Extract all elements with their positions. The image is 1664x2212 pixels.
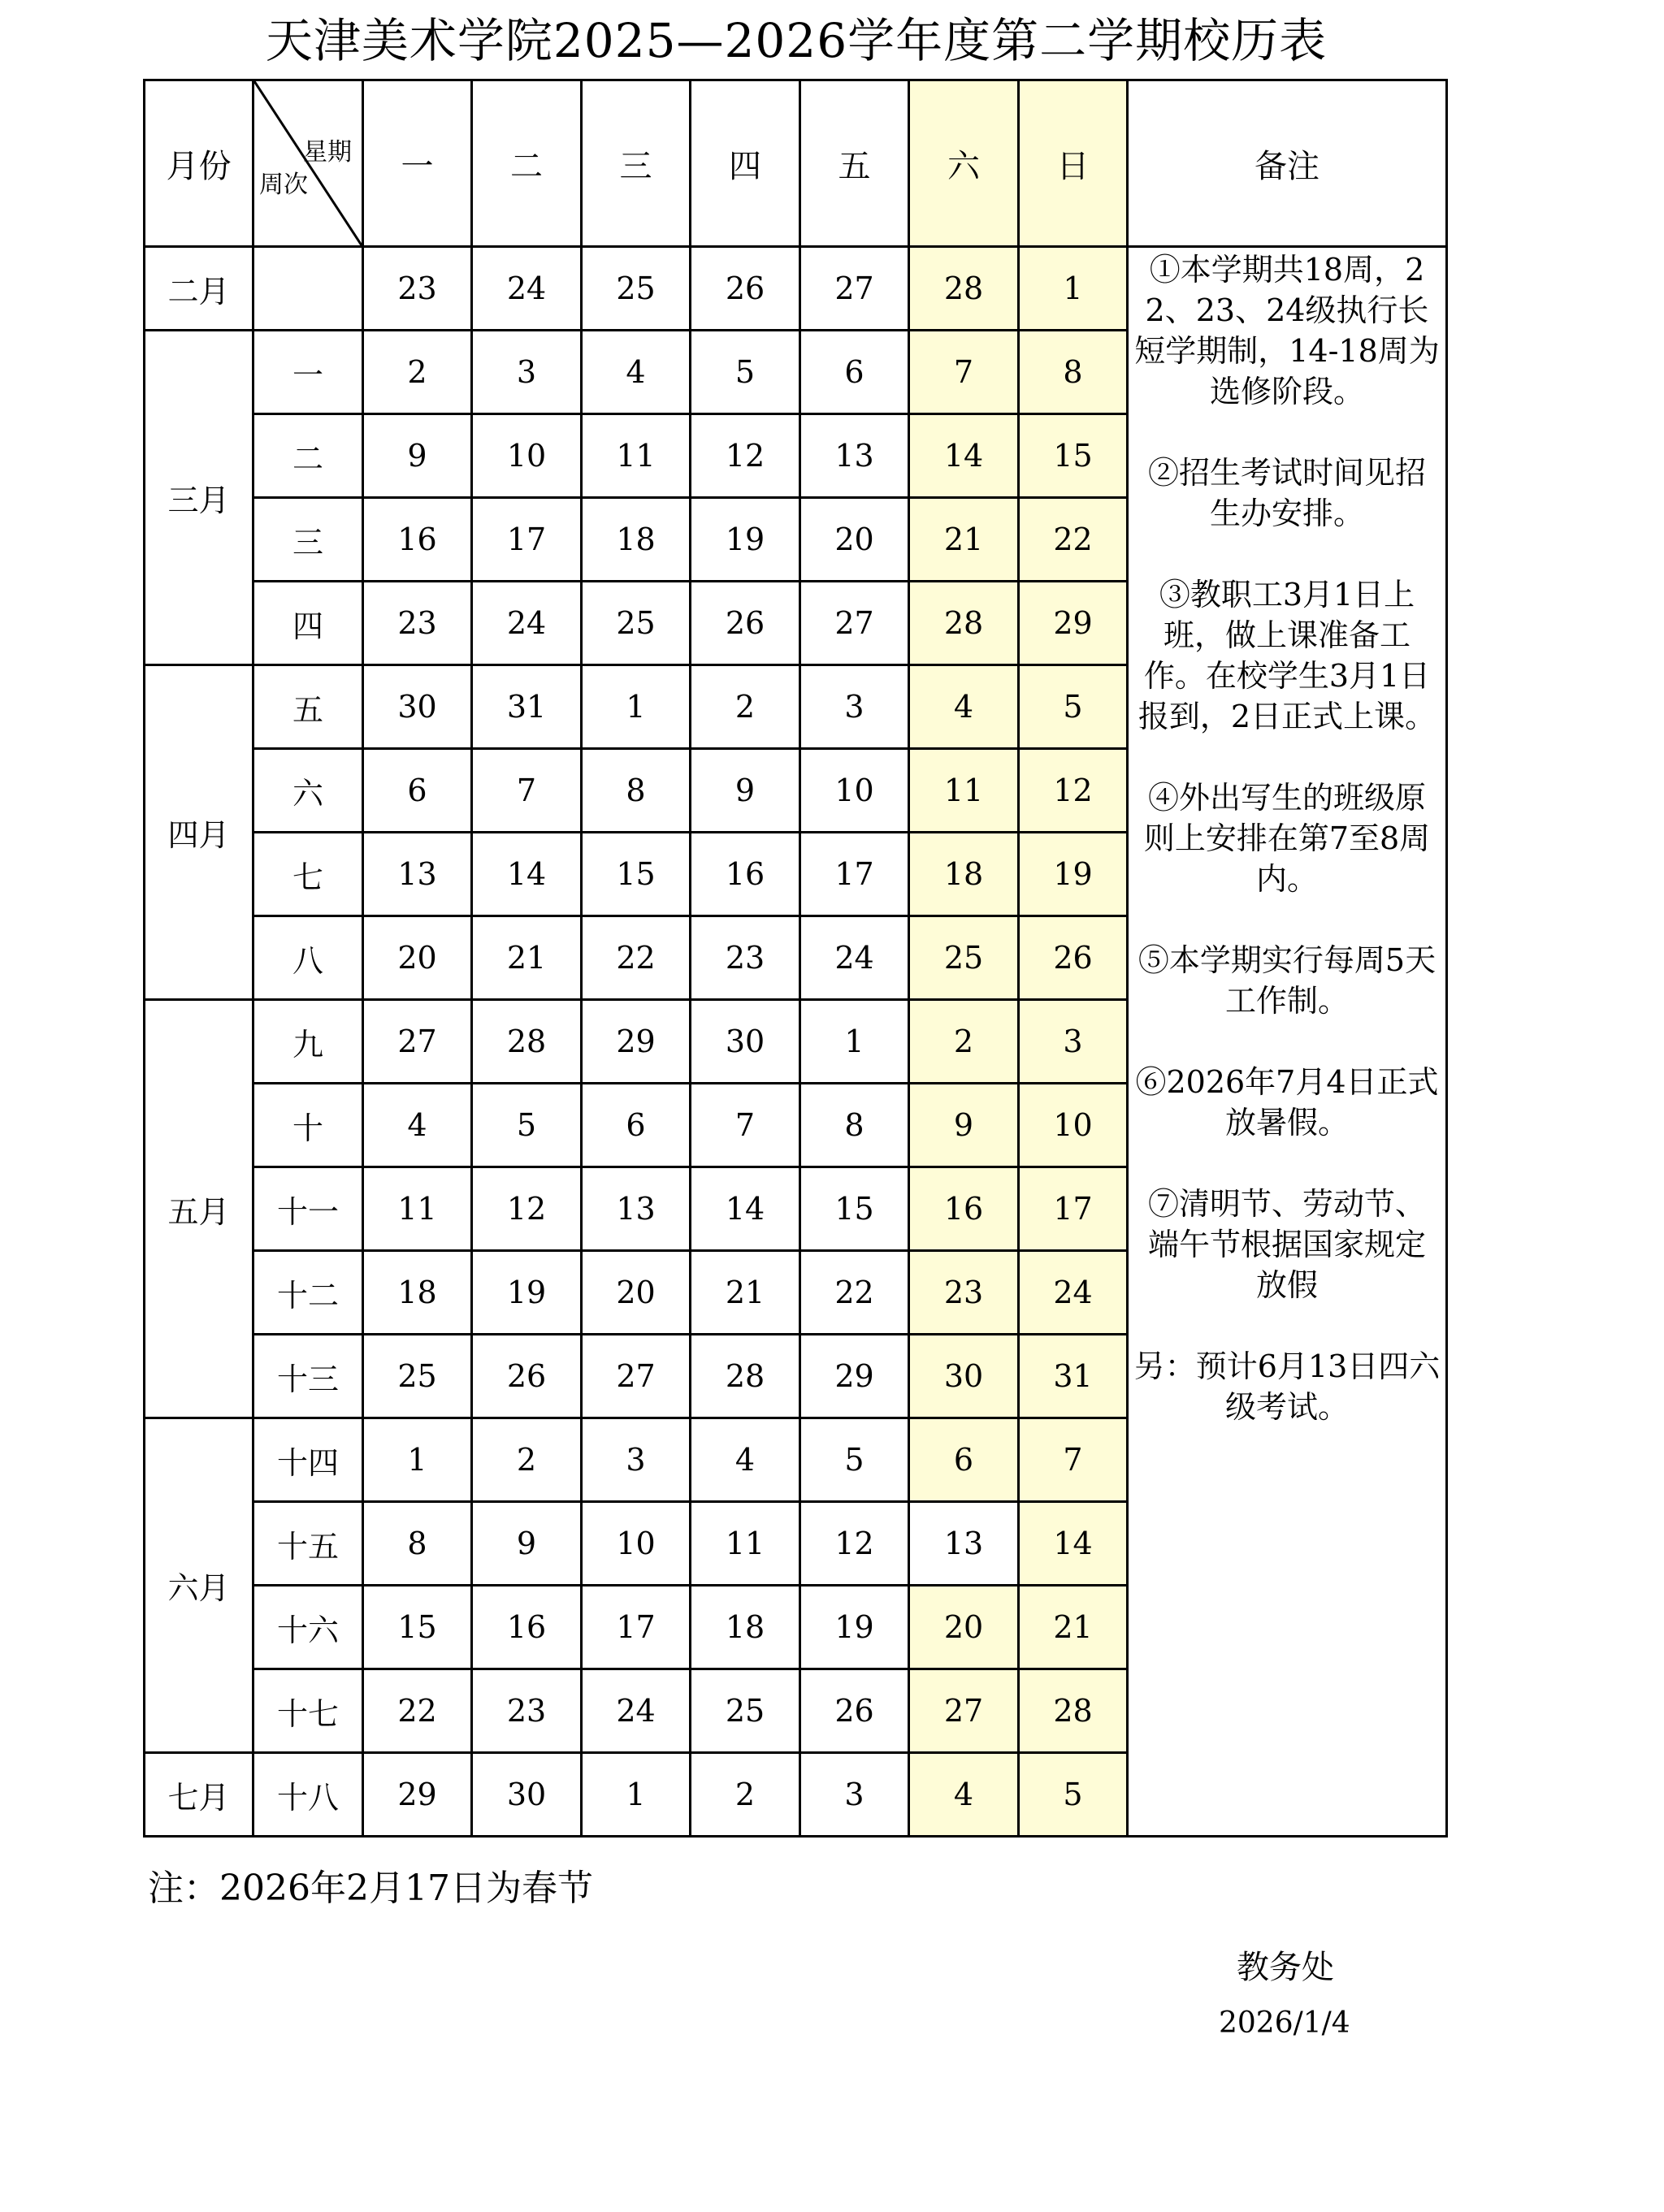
calendar-table — [143, 79, 1448, 1838]
date-cell: 28 — [691, 1335, 801, 1419]
date-cell: 10 — [583, 1503, 691, 1586]
month-column-header: 月份 — [145, 81, 254, 248]
date-cell: 8 — [364, 1503, 473, 1586]
date-cell: 26 — [801, 1670, 910, 1754]
date-cell: 18 — [691, 1586, 801, 1670]
date-cell: 2 — [473, 1419, 583, 1503]
page-title: 天津美术学院2025—2026学年度第二学期校历表 — [265, 13, 1328, 68]
date-cell: 21 — [691, 1252, 801, 1335]
date-cell: 1 — [583, 1754, 691, 1838]
date-cell: 5 — [691, 331, 801, 415]
date-cell: 14 — [691, 1168, 801, 1252]
corner-week-label: 周次 — [259, 171, 308, 199]
date-cell: 6 — [910, 1419, 1020, 1503]
date-cell: 6 — [801, 331, 910, 415]
date-cell: 30 — [473, 1754, 583, 1838]
date-cell: 7 — [473, 750, 583, 833]
week-number-cell: 二 — [254, 415, 364, 499]
date-cell: 20 — [364, 917, 473, 1001]
date-cell: 19 — [801, 1586, 910, 1670]
note-item: ⑥2026年7月4日正式放暑假。 — [1135, 1064, 1439, 1141]
day-header-mon: 一 — [364, 81, 473, 248]
date-cell: 10 — [801, 750, 910, 833]
day-header-sat: 六 — [910, 81, 1020, 248]
date-cell: 29 — [1020, 582, 1129, 666]
date-cell: 21 — [473, 917, 583, 1001]
date-cell: 8 — [583, 750, 691, 833]
date-cell: 25 — [583, 582, 691, 666]
date-cell: 10 — [473, 415, 583, 499]
note-item: ③教职工3月1日上班，做上课准备工作。在校学生3月1日报到，2日正式上课。 — [1138, 577, 1436, 734]
date-cell: 12 — [691, 415, 801, 499]
date-cell: 1 — [583, 666, 691, 750]
date-cell: 3 — [801, 1754, 910, 1838]
date-cell: 1 — [364, 1419, 473, 1503]
date-cell: 2 — [910, 1001, 1020, 1084]
week-number-cell: 六 — [254, 750, 364, 833]
note-item: ②招生考试时间见招生办安排。 — [1147, 455, 1426, 531]
date-cell: 29 — [801, 1335, 910, 1419]
date-cell: 4 — [364, 1084, 473, 1168]
week-number-cell — [254, 248, 364, 331]
date-cell: 7 — [910, 331, 1020, 415]
week-number-cell: 十四 — [254, 1419, 364, 1503]
date-cell: 2 — [691, 666, 801, 750]
week-number-cell: 三 — [254, 499, 364, 582]
date-cell: 25 — [583, 248, 691, 331]
date-cell: 15 — [583, 833, 691, 917]
date-cell: 22 — [801, 1252, 910, 1335]
week-number-cell: 十八 — [254, 1754, 364, 1838]
date-cell: 27 — [583, 1335, 691, 1419]
date-cell: 12 — [1020, 750, 1129, 833]
date-cell: 30 — [691, 1001, 801, 1084]
date-cell: 23 — [473, 1670, 583, 1754]
month-cell: 五月 — [145, 1001, 254, 1419]
date-cell: 9 — [691, 750, 801, 833]
date-cell: 17 — [801, 833, 910, 917]
date-cell: 18 — [583, 499, 691, 582]
date-cell: 26 — [473, 1335, 583, 1419]
date-cell: 16 — [473, 1586, 583, 1670]
week-number-cell: 十 — [254, 1084, 364, 1168]
week-number-cell: 一 — [254, 331, 364, 415]
date-cell: 2 — [364, 331, 473, 415]
date-cell: 11 — [910, 750, 1020, 833]
date-cell: 29 — [583, 1001, 691, 1084]
date-cell: 27 — [801, 582, 910, 666]
week-number-cell: 十三 — [254, 1335, 364, 1419]
date-cell: 16 — [910, 1168, 1020, 1252]
date-cell: 5 — [473, 1084, 583, 1168]
date-cell: 4 — [910, 1754, 1020, 1838]
corner-header — [254, 81, 364, 248]
date-cell: 13 — [910, 1503, 1020, 1586]
week-number-cell: 十七 — [254, 1670, 364, 1754]
date-cell: 9 — [473, 1503, 583, 1586]
date-cell: 11 — [364, 1168, 473, 1252]
date-cell: 12 — [473, 1168, 583, 1252]
date-cell: 17 — [1020, 1168, 1129, 1252]
date-cell: 28 — [910, 248, 1020, 331]
date-cell: 19 — [691, 499, 801, 582]
date-cell: 7 — [1020, 1419, 1129, 1503]
note-item: ⑦清明节、劳动节、端午节根据国家规定放假 — [1147, 1186, 1426, 1303]
date-cell: 13 — [583, 1168, 691, 1252]
week-number-cell: 七 — [254, 833, 364, 917]
date-cell: 20 — [801, 499, 910, 582]
date-cell: 26 — [1020, 917, 1129, 1001]
date-cell: 21 — [1020, 1586, 1129, 1670]
date-cell: 30 — [364, 666, 473, 750]
date-cell: 3 — [801, 666, 910, 750]
month-cell: 三月 — [145, 331, 254, 666]
date-cell: 23 — [691, 917, 801, 1001]
note-item: 另：预计6月13日四六级考试。 — [1133, 1348, 1441, 1425]
date-cell: 1 — [1020, 248, 1129, 331]
date-cell: 26 — [691, 248, 801, 331]
date-cell: 3 — [583, 1419, 691, 1503]
date-cell: 22 — [1020, 499, 1129, 582]
date-cell: 6 — [364, 750, 473, 833]
date-cell: 11 — [583, 415, 691, 499]
date-cell: 25 — [910, 917, 1020, 1001]
date-cell: 24 — [583, 1670, 691, 1754]
week-number-cell: 十六 — [254, 1586, 364, 1670]
notes-cell — [1129, 248, 1448, 1838]
date-cell: 14 — [473, 833, 583, 917]
date-cell: 5 — [801, 1419, 910, 1503]
date-cell: 28 — [910, 582, 1020, 666]
week-number-cell: 九 — [254, 1001, 364, 1084]
day-header-sun: 日 — [1020, 81, 1129, 248]
corner-weekday-label: 星期 — [303, 138, 352, 167]
week-number-cell: 十二 — [254, 1252, 364, 1335]
date-cell: 8 — [801, 1084, 910, 1168]
day-header-thu: 四 — [691, 81, 801, 248]
date-cell: 17 — [473, 499, 583, 582]
date-cell: 4 — [910, 666, 1020, 750]
date-cell: 4 — [691, 1419, 801, 1503]
date-cell: 23 — [364, 582, 473, 666]
date-cell: 24 — [801, 917, 910, 1001]
date-cell: 31 — [1020, 1335, 1129, 1419]
date-cell: 23 — [910, 1252, 1020, 1335]
date-cell: 20 — [910, 1586, 1020, 1670]
date-cell: 31 — [473, 666, 583, 750]
date-cell: 22 — [364, 1670, 473, 1754]
month-cell: 二月 — [145, 248, 254, 331]
note-item: ④外出写生的班级原则上安排在第7至8周内。 — [1143, 780, 1431, 897]
date-cell: 27 — [801, 248, 910, 331]
date-cell: 20 — [583, 1252, 691, 1335]
notes-header: 备注 — [1129, 81, 1448, 248]
date-cell: 19 — [1020, 833, 1129, 917]
date-cell: 13 — [364, 833, 473, 917]
date-cell: 16 — [364, 499, 473, 582]
date-cell: 15 — [1020, 415, 1129, 499]
date-cell: 14 — [1020, 1503, 1129, 1586]
week-number-cell: 四 — [254, 582, 364, 666]
date-cell: 1 — [801, 1001, 910, 1084]
month-cell: 六月 — [145, 1419, 254, 1754]
date-cell: 27 — [910, 1670, 1020, 1754]
date-cell: 4 — [583, 331, 691, 415]
date-cell: 14 — [910, 415, 1020, 499]
date-cell: 23 — [364, 248, 473, 331]
date-cell: 17 — [583, 1586, 691, 1670]
issuing-office: 教务处 — [1237, 1949, 1334, 1986]
date-cell: 19 — [473, 1252, 583, 1335]
date-cell: 16 — [691, 833, 801, 917]
date-cell: 26 — [691, 582, 801, 666]
date-cell: 8 — [1020, 331, 1129, 415]
note-item: ⑤本学期实行每周5天工作制。 — [1138, 942, 1436, 1019]
week-number-cell: 八 — [254, 917, 364, 1001]
date-cell: 13 — [801, 415, 910, 499]
day-header-wed: 三 — [583, 81, 691, 248]
date-cell: 12 — [801, 1503, 910, 1586]
date-cell: 6 — [583, 1084, 691, 1168]
date-cell: 18 — [364, 1252, 473, 1335]
month-cell: 四月 — [145, 666, 254, 1001]
date-cell: 15 — [364, 1586, 473, 1670]
date-cell: 11 — [691, 1503, 801, 1586]
date-cell: 21 — [910, 499, 1020, 582]
date-cell: 18 — [910, 833, 1020, 917]
week-number-cell: 五 — [254, 666, 364, 750]
date-cell: 2 — [691, 1754, 801, 1838]
date-cell: 25 — [364, 1335, 473, 1419]
date-cell: 10 — [1020, 1084, 1129, 1168]
date-cell: 28 — [473, 1001, 583, 1084]
date-cell: 9 — [364, 415, 473, 499]
issue-date: 2026/1/4 — [1219, 2006, 1350, 2040]
date-cell: 15 — [801, 1168, 910, 1252]
note-item: ①本学期共18周，22、23、24级执行长短学期制，14-18周为选修阶段。 — [1134, 252, 1440, 409]
date-cell: 25 — [691, 1670, 801, 1754]
date-cell: 5 — [1020, 666, 1129, 750]
date-cell: 24 — [1020, 1252, 1129, 1335]
footnote: 注：2026年2月17日为春节 — [148, 1868, 593, 1909]
date-cell: 29 — [364, 1754, 473, 1838]
date-cell: 9 — [910, 1084, 1020, 1168]
date-cell: 3 — [1020, 1001, 1129, 1084]
date-cell: 24 — [473, 248, 583, 331]
date-cell: 3 — [473, 331, 583, 415]
date-cell: 22 — [583, 917, 691, 1001]
date-cell: 24 — [473, 582, 583, 666]
day-header-fri: 五 — [801, 81, 910, 248]
date-cell: 30 — [910, 1335, 1020, 1419]
day-header-tue: 二 — [473, 81, 583, 248]
date-cell: 28 — [1020, 1670, 1129, 1754]
week-number-cell: 十五 — [254, 1503, 364, 1586]
date-cell: 5 — [1020, 1754, 1129, 1838]
date-cell: 27 — [364, 1001, 473, 1084]
week-number-cell: 十一 — [254, 1168, 364, 1252]
date-cell: 7 — [691, 1084, 801, 1168]
month-cell: 七月 — [145, 1754, 254, 1838]
